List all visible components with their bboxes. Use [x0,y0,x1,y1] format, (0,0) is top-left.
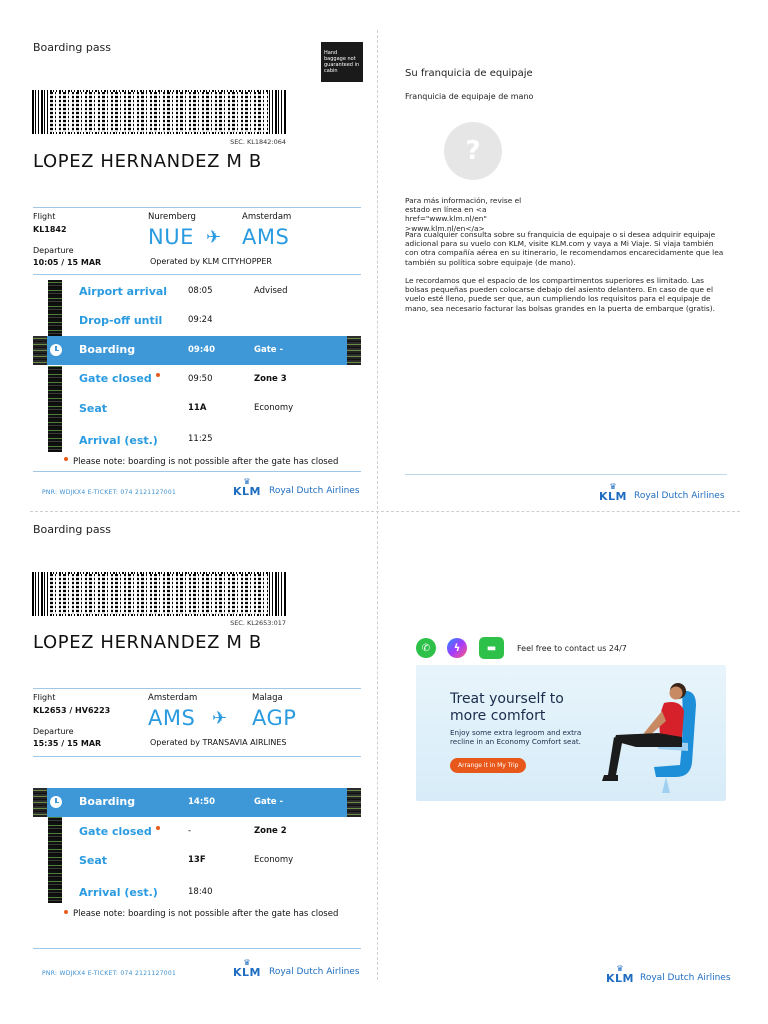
passenger-name: LOPEZ HERNANDEZ M B [33,151,262,172]
row-label-boarding: Boarding [79,343,136,356]
pnr-ticket: PNR: WDJKX4 E-TICKET: 074 2121127001 [42,970,177,977]
note-dot-icon [64,905,68,924]
airline-tagline: Royal Dutch Airlines [634,491,725,501]
boarding-note: Please note: boarding is not possible after the gate has closed [73,457,339,467]
row-label-seat: Seat [79,854,108,867]
pnr-ticket: PNR: WDJKX4 E-TICKET: 074 2121127001 [42,489,177,496]
operated-by: Operated by KLM CITYHOPPER [150,257,272,266]
row-time: 09:40 [188,345,216,355]
departure-label: Departure [33,727,74,736]
hand-baggage-badge: Hand baggage not guaranteed in cabin [321,42,363,82]
baggage-subtitle: Franquicia de equipaje de mano [405,92,534,101]
promo-title: Treat yourself to [450,691,564,707]
barcode [32,90,286,134]
passenger-name: LOPEZ HERNANDEZ M B [33,632,262,653]
row-extra-class: Economy [254,855,294,865]
row-extra-zone: Zone 3 [254,374,287,384]
flight-label: Flight [33,693,56,702]
promo-body: Enjoy some extra legroom and extra recline in an Economy Comfort seat. [450,728,582,746]
row-seat: 13F [188,855,206,865]
airplane-icon: ✈ [206,227,222,248]
divider [33,688,361,689]
timeline-strip [48,366,62,452]
divider [33,207,361,208]
timeline-strip [33,788,47,817]
timeline-strip [347,336,361,365]
horizontal-fold-line [30,511,740,512]
row-extra-class: Economy [254,403,294,413]
baggage-paragraph: Para cualquier consulta sobre su franquicia de equipaje o si desea adquirir equipaje adicional para su vuelo con KLM, visite KLM.com y vaya a Mi Viaje. Si viaja también con otra compañía aérea en su itinerario, le recomendamos encarecidamente que lea también su política sobre equipaje (de mano). [405,230,724,267]
divider [405,474,727,475]
row-extra-gate: Gate - [254,797,284,807]
airline-tagline: Royal Dutch Airlines [640,973,731,983]
row-time: 14:50 [188,797,216,807]
alert-dot-icon [156,826,160,830]
departure-time: 10:05 / 15 MAR [33,258,102,267]
flight-number: KL2653 / HV6223 [33,706,111,715]
row-label-drop-off: Drop-off until [79,314,163,327]
timeline-strip [347,788,361,817]
divider [33,471,361,472]
baggage-info-link[interactable]: Para más información, revise el estado en línea en <a href="www.klm.nl/en" >www.klm.nl/en</a> [405,196,522,233]
origin-city: Amsterdam [148,693,198,703]
row-time: 09:50 [188,374,213,384]
alert-dot-icon [156,373,160,377]
divider [33,274,361,275]
origin-code: AMS [148,706,196,730]
clock-icon [50,796,62,808]
passenger-seat-illustration [596,671,716,799]
row-time: 11:25 [188,434,213,444]
destination-code: AGP [252,706,297,730]
timeline-strip [33,336,47,365]
airline-tagline: Royal Dutch Airlines [269,486,360,496]
vertical-fold-line [377,30,378,980]
row-label-airport-arrival: Airport arrival [79,285,168,298]
destination-code: AMS [242,225,290,249]
klm-logo: ♛ KLM [599,482,627,503]
klm-logo: ♛ KLM [233,477,261,498]
origin-city: Nuremberg [148,212,196,222]
chat-icon[interactable]: ▬ [479,637,504,659]
note-dot-icon [64,452,68,471]
row-label-boarding: Boarding [79,795,136,808]
flight-label: Flight [33,212,56,221]
klm-logo: ♛ KLM [233,958,261,979]
contact-text: Feel free to contact us 24/7 [517,644,627,653]
promo-title: more comfort [450,708,546,724]
timeline-strip [48,817,62,903]
row-seat: 11A [188,403,207,413]
row-label-seat: Seat [79,402,108,415]
row-label-gate-closed: Gate closed [79,372,160,385]
destination-city: Malaga [252,693,283,703]
clock-icon [50,344,62,356]
flight-number: KL1842 [33,225,67,234]
unknown-baggage-icon: ? [444,122,502,180]
row-extra: Advised [254,286,288,296]
divider [33,756,361,757]
row-time: 18:40 [188,887,213,897]
row-time: 09:24 [188,315,213,325]
boarding-row [33,336,361,365]
barcode [32,572,286,616]
arrange-button[interactable]: Arrange it in My Trip [450,758,526,773]
klm-logo: ♛ KLM [606,964,634,985]
operated-by: Operated by TRANSAVIA AIRLINES [150,738,287,747]
departure-time: 15:35 / 15 MAR [33,739,102,748]
divider [33,948,361,949]
row-label-gate-closed: Gate closed [79,825,160,838]
sequence-number: SEC. KL2653:017 [230,619,286,627]
boarding-pass-title: Boarding pass [33,41,112,54]
destination-city: Amsterdam [242,212,292,222]
row-label-arrival: Arrival (est.) [79,886,158,899]
row-time: - [188,826,192,836]
departure-label: Departure [33,246,74,255]
row-extra-gate: Gate - [254,345,284,355]
promo-banner[interactable] [416,665,726,801]
airline-tagline: Royal Dutch Airlines [269,967,360,977]
boarding-row [33,788,361,817]
boarding-note: Please note: boarding is not possible after the gate has closed [73,909,339,919]
origin-code: NUE [148,225,194,249]
row-extra-zone: Zone 2 [254,826,287,836]
messenger-icon[interactable]: ϟ [447,638,467,658]
airplane-icon: ✈ [212,708,228,729]
baggage-paragraph: Le recordamos que el espacio de los compartimentos superiores es limitado. Las bolsas pequeñas pueden colocarse debajo del asiento delantero. En caso de que el vuelo esté lleno, puede ser que, aun cumpliendo los requisitos para el equipaje de mano, sea necesario facturar las bolsas grandes en la puerta de embarque (gratis). [405,276,715,313]
row-label-arrival: Arrival (est.) [79,434,158,447]
whatsapp-icon[interactable]: ✆ [416,638,436,658]
row-time: 08:05 [188,286,213,296]
boarding-pass-title: Boarding pass [33,523,112,536]
sequence-number: SEC. KL1842:064 [230,138,286,146]
baggage-title: Su franquicia de equipaje [405,68,533,79]
timeline-strip [48,280,62,336]
